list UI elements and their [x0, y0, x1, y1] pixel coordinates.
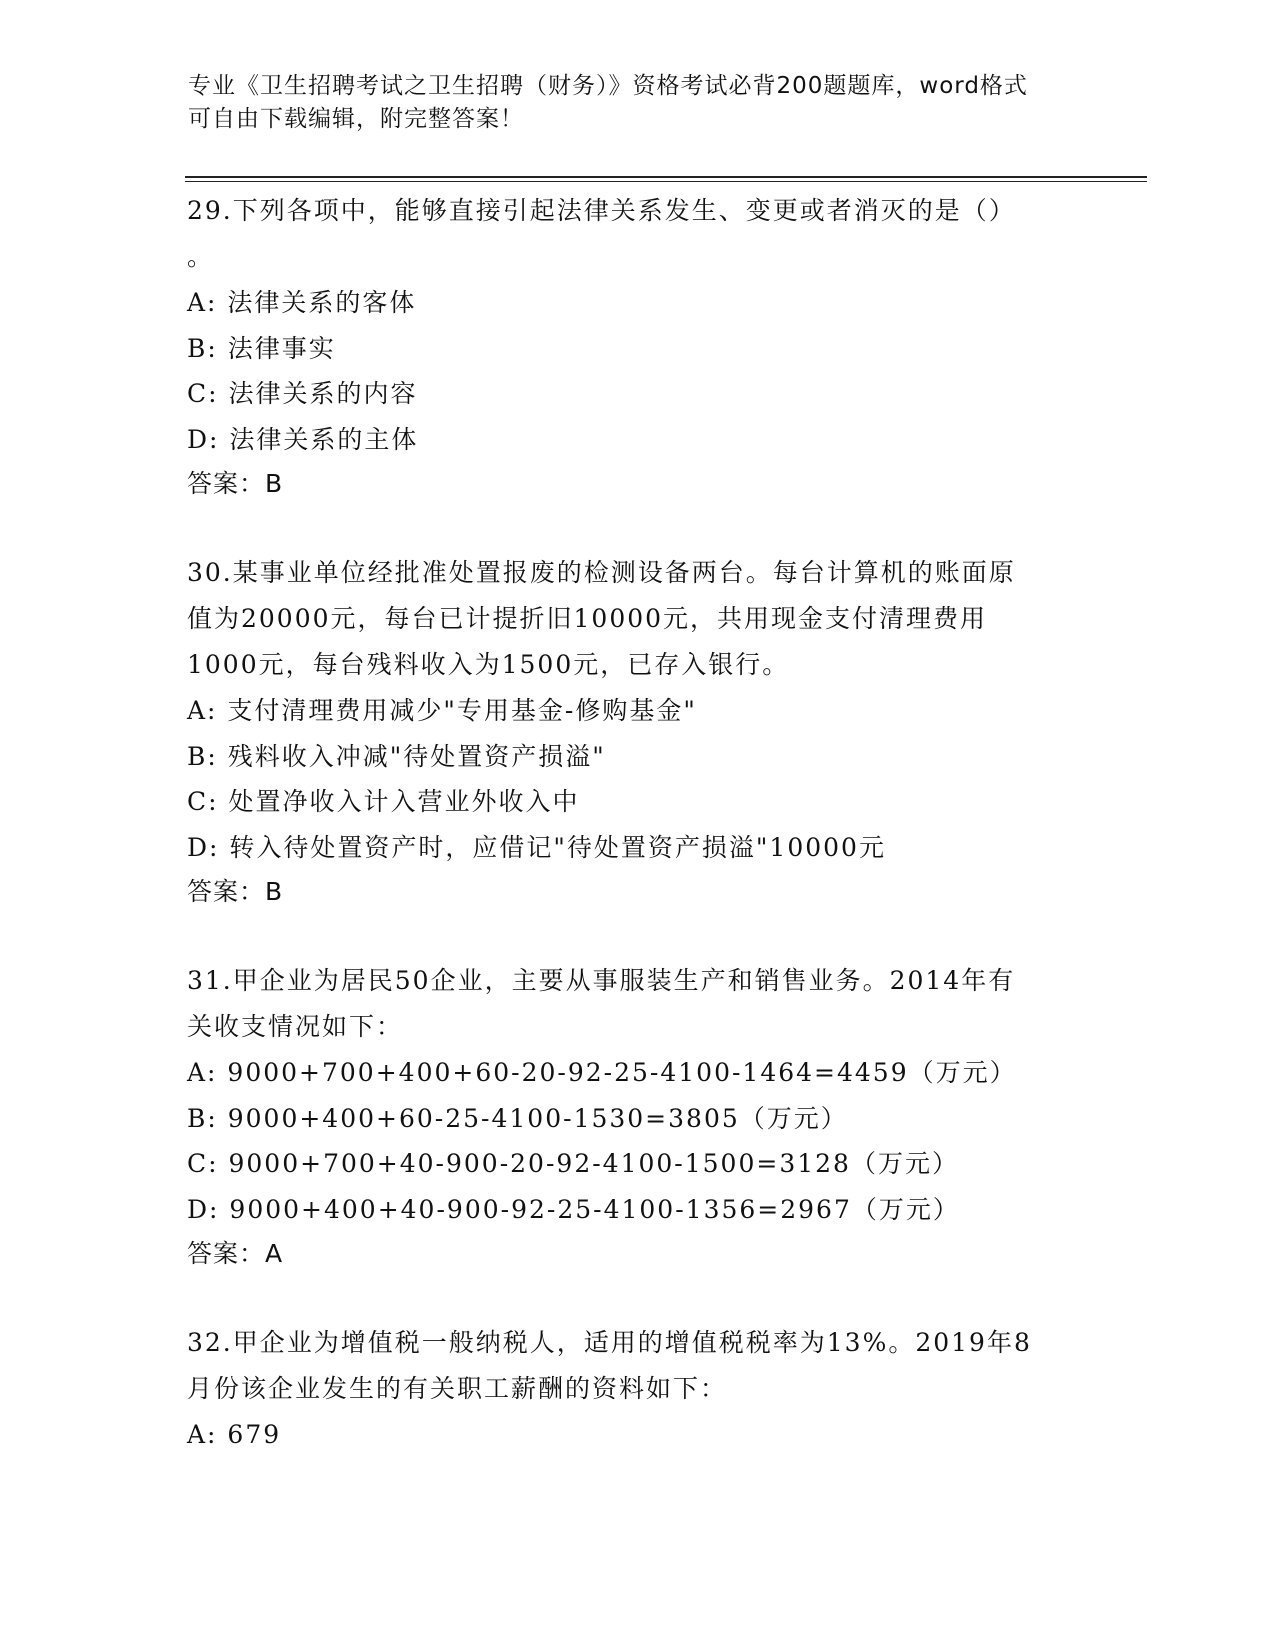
header-line-2: 可自由下载编辑，附完整答案！ — [188, 106, 524, 132]
answer-line: 答案：B — [187, 469, 284, 498]
question-stem-line: 值为20000元，每台已计提折旧10000元，共用现金支付清理费用 — [187, 604, 988, 633]
option-a: A: 支付清理费用减少"专用基金-修购基金" — [187, 696, 697, 725]
option-d: D: 转入待处置资产时，应借记"待处置资产损溢"10000元 — [187, 832, 886, 862]
question-spacer — [187, 506, 1087, 550]
header-divider-thin — [185, 181, 1147, 182]
option-a: A: 法律关系的客体 — [187, 288, 417, 317]
answer-line: 答案：A — [187, 1239, 284, 1268]
question-stem-line: 30.某事业单位经批准处置报废的检测设备两台。每台计算机的账面原 — [187, 558, 1016, 587]
question-stem-line: 。 — [187, 242, 215, 271]
question-31 — [187, 958, 1087, 1320]
question-32 — [187, 1320, 1087, 1458]
question-stem-line: 32.甲企业为增值税一般纳税人，适用的增值税税率为13%。2019年8 — [187, 1328, 1032, 1357]
option-b: B: 9000+400+60-25-4100-1530=3805（万元） — [187, 1103, 848, 1133]
answer-line: 答案：B — [187, 877, 284, 906]
question-spacer — [187, 1276, 1087, 1320]
option-c: C: 9000+700+40-900-20-92-4100-1500=3128（万元） — [187, 1149, 959, 1178]
question-29 — [187, 188, 1087, 550]
question-stem-line: 31.甲企业为居民50企业，主要从事服装生产和销售业务。2014年有 — [187, 966, 1016, 995]
header-divider-thick — [185, 176, 1147, 178]
question-stem-line: 1000元，每台残料收入为1500元，已存入银行。 — [187, 650, 790, 679]
option-b: B: 法律事实 — [187, 333, 336, 363]
question-30 — [187, 550, 1087, 958]
option-c: C: 处置净收入计入营业外收入中 — [187, 787, 580, 816]
question-stem-line: 月份该企业发生的有关职工薪酬的资料如下： — [187, 1374, 728, 1403]
question-spacer — [187, 914, 1087, 958]
header-line-1: 专业《卫生招聘考试之卫生招聘（财务）》资格考试必背200题题库，word格式 — [188, 73, 1028, 99]
option-a: A: 9000+700+400+60-20-92-25-4100-1464=4459（万元） — [187, 1058, 1017, 1087]
option-a: A: 679 — [187, 1420, 282, 1449]
option-d: D: 9000+400+40-900-92-25-4100-1356=2967（万元） — [187, 1194, 960, 1224]
option-d: D: 法律关系的主体 — [187, 424, 419, 454]
option-b: B: 残料收入冲减"待处置资产损溢" — [187, 741, 606, 771]
question-stem-line: 关收支情况如下： — [187, 1012, 404, 1041]
question-stem-line: 29.下列各项中，能够直接引起法律关系发生、变更或者消灭的是（） — [187, 196, 1016, 225]
option-c: C: 法律关系的内容 — [187, 379, 418, 408]
document-header — [188, 70, 1088, 136]
question-list — [187, 188, 1087, 1458]
